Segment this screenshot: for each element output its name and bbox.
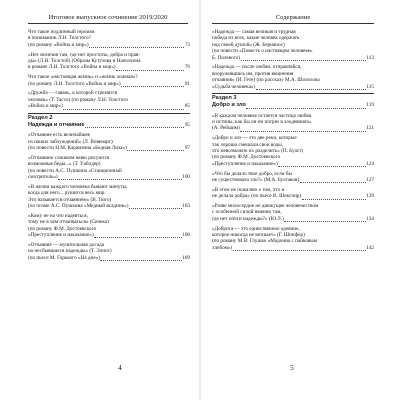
dot-leader	[278, 162, 366, 168]
toc-entry-line: (по роману М.В. Глушко «Мадонна с пайковым	[212, 238, 318, 245]
dot-leader	[240, 126, 365, 132]
toc-entry-line: из наших заблуждений» (Л. Вовенарг)	[28, 138, 113, 145]
toc-entry-last-line	[212, 193, 374, 199]
toc-entry-page-number: 103	[182, 203, 190, 210]
toc-entry-page-number: 97	[184, 145, 190, 152]
section-title: Раздел 3	[212, 95, 237, 102]
toc-entry-page-number: 81	[184, 80, 190, 87]
toc-entry-line: в романе Л.Н. Толстого «Война и мир»)	[28, 64, 116, 71]
dot-leader	[89, 43, 184, 49]
toc-entry-line: где нет почти надежды?» (Ю.Л.)	[212, 215, 284, 222]
dot-leader	[241, 56, 366, 62]
toc-entry-page-number: 100	[182, 174, 190, 181]
toc-entry	[28, 74, 190, 87]
toc-entry-page-number: 115	[366, 83, 374, 90]
toc-entry-last-line	[28, 64, 190, 70]
dot-leader	[233, 246, 366, 252]
dot-leader	[127, 146, 184, 152]
toc-entry-last-line	[212, 161, 374, 167]
toc-entry-line: и истины, как бы он ни погряз в злодеяниях»	[212, 119, 312, 126]
toc-entry-page-number: 76	[184, 64, 190, 71]
toc-entry-page-number: 121	[366, 125, 374, 132]
dot-leader	[284, 217, 365, 223]
toc-entry-line: «Надежда — самая великая и трудная	[212, 29, 296, 35]
toc-entry-line: «Преступление и наказание»)	[212, 160, 278, 167]
toc-entry-line: «Доброта — это единственное одеяние,	[212, 225, 300, 232]
toc-entry	[212, 64, 374, 90]
toc-entry	[28, 184, 190, 210]
toc-entry	[212, 113, 374, 132]
toc-entry-last-line	[212, 84, 374, 90]
toc-entry-line: (по повести «Повесть о настоящем человеке»	[212, 48, 313, 55]
toc-entry-line: не делала добра» (по пьесе В. Шекспир)	[212, 193, 302, 200]
toc-entry-last-line	[28, 203, 190, 209]
toc-entry-last-line	[212, 177, 374, 183]
toc-entry-line: (по повести Н.М. Карамзина «Бедная Лиза»)	[28, 145, 127, 152]
toc-entry	[212, 203, 374, 222]
toc-entry-line: (по пьесе М. Горького «На дне»)	[28, 254, 100, 261]
toc-entry-line: возможные беды...» (Т. Уайлдер)	[28, 161, 101, 168]
toc-entry-line: «Судьба человека»)	[212, 83, 256, 90]
toc-entry	[28, 90, 190, 109]
toc-entry-last-line	[28, 255, 190, 261]
toc-list-right-section	[212, 113, 374, 252]
toc-entry	[212, 29, 374, 61]
toc-entry-line: «Надежда — после любви, отправляйся,	[212, 64, 302, 71]
toc-entry-line: «В каждом человеке остается частица любви	[212, 112, 312, 119]
toc-entry-line: не существовало зло?» (М.А. Булгаков)	[212, 177, 300, 184]
toc-entry-line: в понимании Л.Н. Толстого?	[28, 35, 91, 42]
toc-entry	[212, 226, 374, 252]
toc-entry-last-line	[28, 81, 190, 87]
toc-entry-line: Что такое подлинный героизм	[28, 29, 95, 35]
toc-entry-line: «Война и мир»)	[28, 103, 63, 110]
toc-entry-last-line	[28, 232, 190, 238]
toc-entry	[28, 52, 190, 71]
toc-entry-line: «Добро и зло — это две реки, которые	[212, 135, 297, 142]
section-title: Раздел 2	[28, 115, 53, 122]
toc-entry-line: отчаяния» (И. Гете) (по рассказу М.А. Шолохова	[212, 77, 320, 84]
toc-entry-line: с особенной силой именно там,	[212, 209, 282, 216]
page-number-right: 5	[290, 363, 294, 372]
toc-entry-line: человек» (Т. Tacco) (по роману Л.Н. Толстого	[28, 96, 128, 103]
toc-entry-page-number: 73	[184, 41, 190, 48]
dot-leader	[246, 103, 365, 109]
section-heading	[212, 93, 374, 108]
toc-entry-line: Что такое «настоящая жизнь» и «жизнь ложная»?	[28, 74, 138, 81]
toc-entry-line: «Нет величия там, где нет простоты, добра и прав-	[28, 51, 141, 58]
toc-entry-line: которое никогда не ветшает» (Г. Шпифор)	[212, 232, 305, 239]
dot-leader	[63, 104, 184, 110]
toc-entry-line: когда для него... рушится весь мир.	[28, 190, 106, 197]
toc-entry-line: «Отчаяние есть величайшее	[28, 132, 91, 139]
toc-entry	[28, 132, 190, 151]
toc-entry	[28, 155, 190, 181]
toc-entry-line: «Дружба — гавань, к которой стремятся	[28, 90, 118, 97]
toc-entry-line: (по роману «Война и мир»)	[28, 41, 89, 48]
toc-entry-last-line	[212, 216, 374, 222]
toc-entry-line: над своей душой» (Ж. Бернанос)	[212, 41, 285, 48]
toc-entry-line: «В этом не пожалею о том, что я	[212, 186, 285, 193]
toc-entry-last-line	[212, 125, 374, 131]
section-page-number: 95	[184, 121, 190, 128]
toc-entry-last-line	[28, 42, 190, 48]
toc-entry	[28, 242, 190, 261]
dot-leader	[85, 122, 184, 128]
toc-list-right-top	[212, 29, 374, 90]
running-head-right: Содержание	[212, 14, 374, 24]
section-subtitle: Надежда и отчаяние	[28, 121, 85, 128]
toc-entry-line: (по роману Ф.М. Достоевского	[28, 225, 97, 232]
toc-entry-page-number: 134	[366, 215, 374, 222]
dot-leader	[121, 82, 184, 88]
toc-entry-line: «Что бы делало твое добро, если бы	[212, 170, 292, 177]
toc-entry-line: что невозможно их разделить» (П. Буаст)	[212, 148, 304, 155]
toc-entry-line: победа из всех, какие человек одержать	[212, 35, 300, 42]
toc-entry-line: (по роману Л.Н. Толстого «Война и мир»)	[28, 80, 121, 87]
toc-entry	[28, 29, 190, 48]
toc-entry-line: (по поэме А.С. Пушкина «Медный всадник»)	[28, 203, 129, 210]
toc-entry-line: «Отчаяние — мучительная досада	[28, 241, 105, 248]
toc-entry-line: «В жизни каждого человека бывают минуты,	[28, 183, 128, 190]
dot-leader	[129, 204, 182, 210]
toc-entry-line: Б. Полевого)	[212, 54, 241, 61]
toc-entry-page-number: 129	[366, 193, 374, 200]
dot-leader	[300, 178, 366, 184]
toc-entry-line: «Преступление и наказание»)	[28, 232, 94, 239]
toc-entry-page-number: 109	[182, 254, 190, 261]
toc-entry-line: (по повести А.С. Пушкина «Станционный	[28, 167, 122, 174]
toc-entry-page-number: 113	[366, 54, 374, 61]
dot-leader	[94, 233, 182, 239]
toc-entry-last-line	[212, 245, 374, 251]
toc-entry-page-number: 106	[182, 232, 190, 239]
toc-entry-line: (по роману Ф.М. Достоевского	[212, 154, 281, 161]
toc-entry	[28, 213, 190, 239]
toc-entry-line: «Отчаянию слишком живо рисуются	[28, 154, 110, 161]
toc-entry-line: «Кому не на что надеяться,	[28, 212, 88, 219]
section-page-number: 119	[366, 102, 374, 109]
toc-entry	[212, 187, 374, 200]
toc-list-left-section	[28, 132, 190, 261]
running-head-left: Итоговое выпускное сочинение 2019/2020	[28, 14, 188, 24]
toc-entry-line: «Разве милосердие не движущее человечеством	[212, 203, 319, 210]
toc-entry-last-line	[28, 145, 190, 151]
toc-list-left-top	[28, 29, 190, 110]
section-heading	[28, 113, 190, 128]
toc-entry	[212, 171, 374, 184]
toc-entry-line: смотритель»)	[28, 174, 58, 181]
dot-leader	[116, 65, 184, 71]
toc-entry-page-number: 124	[366, 160, 374, 167]
page-number-left: 4	[118, 363, 122, 372]
toc-entry-last-line	[28, 103, 190, 109]
dot-leader	[58, 175, 182, 181]
toc-entry-line: хлебом»)	[212, 244, 233, 251]
toc-entry-line: (А. Рейшим)	[212, 125, 240, 132]
toc-entry-last-line	[212, 55, 374, 61]
toc-entry	[212, 135, 374, 167]
toc-entry-page-number: 127	[366, 177, 374, 184]
toc-entry-page-number: 142	[366, 244, 374, 251]
dot-leader	[100, 256, 181, 262]
toc-entry-line: Это называется отчаянием» (В. Гюго)	[28, 196, 112, 203]
toc-entry-line: так хорошо смешали свои воды,	[212, 141, 284, 148]
dot-leader	[256, 85, 366, 91]
dot-leader	[302, 194, 366, 200]
toc-entry-last-line	[28, 174, 190, 180]
toc-entry-line: ды» (Л.Н. Толстой) (Образы Кутузова и Наполеона	[28, 58, 141, 65]
toc-entry-line: вооружившись им, против вещнения	[212, 70, 294, 77]
toc-entry-line: на несбывшиеся надежды» (Т. Элиот)	[28, 248, 112, 255]
right-page	[200, 0, 400, 400]
toc-entry-page-number: 85	[184, 103, 190, 110]
toc-entry-line: тому не в чем отчаиваться» (Сенека)	[28, 219, 109, 226]
section-subtitle: Добро и зло	[212, 102, 246, 109]
